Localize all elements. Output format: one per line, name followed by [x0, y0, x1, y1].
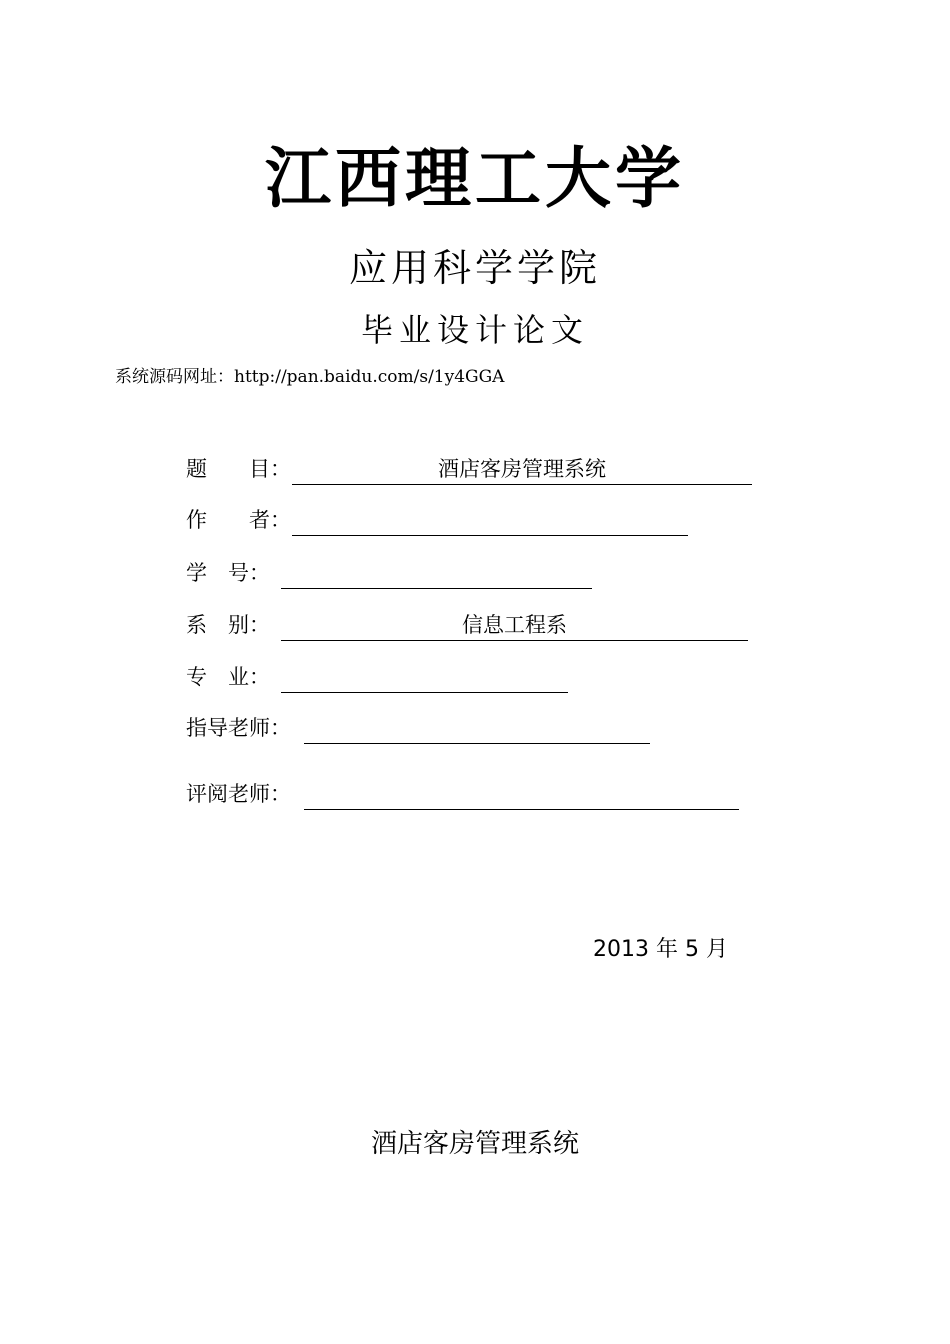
- source-code-url: 系统源码网址：http://pan.baidu.com/s/1y4GGA: [115, 367, 505, 387]
- field-student-id-value: [281, 558, 592, 589]
- field-advisor-value: [304, 713, 650, 744]
- field-author-value: [292, 505, 688, 536]
- document-title: 酒店客房管理系统: [370, 1129, 579, 1159]
- field-author-label: 作 者：: [186, 508, 291, 532]
- college-name: 应用科学学院: [348, 246, 601, 290]
- field-major-value: [281, 662, 568, 693]
- field-department-value: 信息工程系: [281, 610, 748, 641]
- field-major-label: 专 业：: [186, 665, 270, 689]
- field-reviewer-label: 评阅老师：: [186, 782, 291, 806]
- submission-date: 2013 年 5 月: [593, 937, 728, 962]
- field-advisor-label: 指导老师：: [186, 716, 291, 740]
- field-department-label: 系 别：: [186, 613, 270, 637]
- field-title-label: 题 目：: [186, 457, 291, 481]
- thesis-type: 毕业设计论文: [360, 311, 589, 349]
- field-reviewer-value: [304, 779, 739, 810]
- field-student-id-label: 学 号：: [186, 561, 270, 585]
- university-name: 江西理工大学: [265, 139, 685, 217]
- field-title-value: 酒店客房管理系统: [292, 454, 752, 485]
